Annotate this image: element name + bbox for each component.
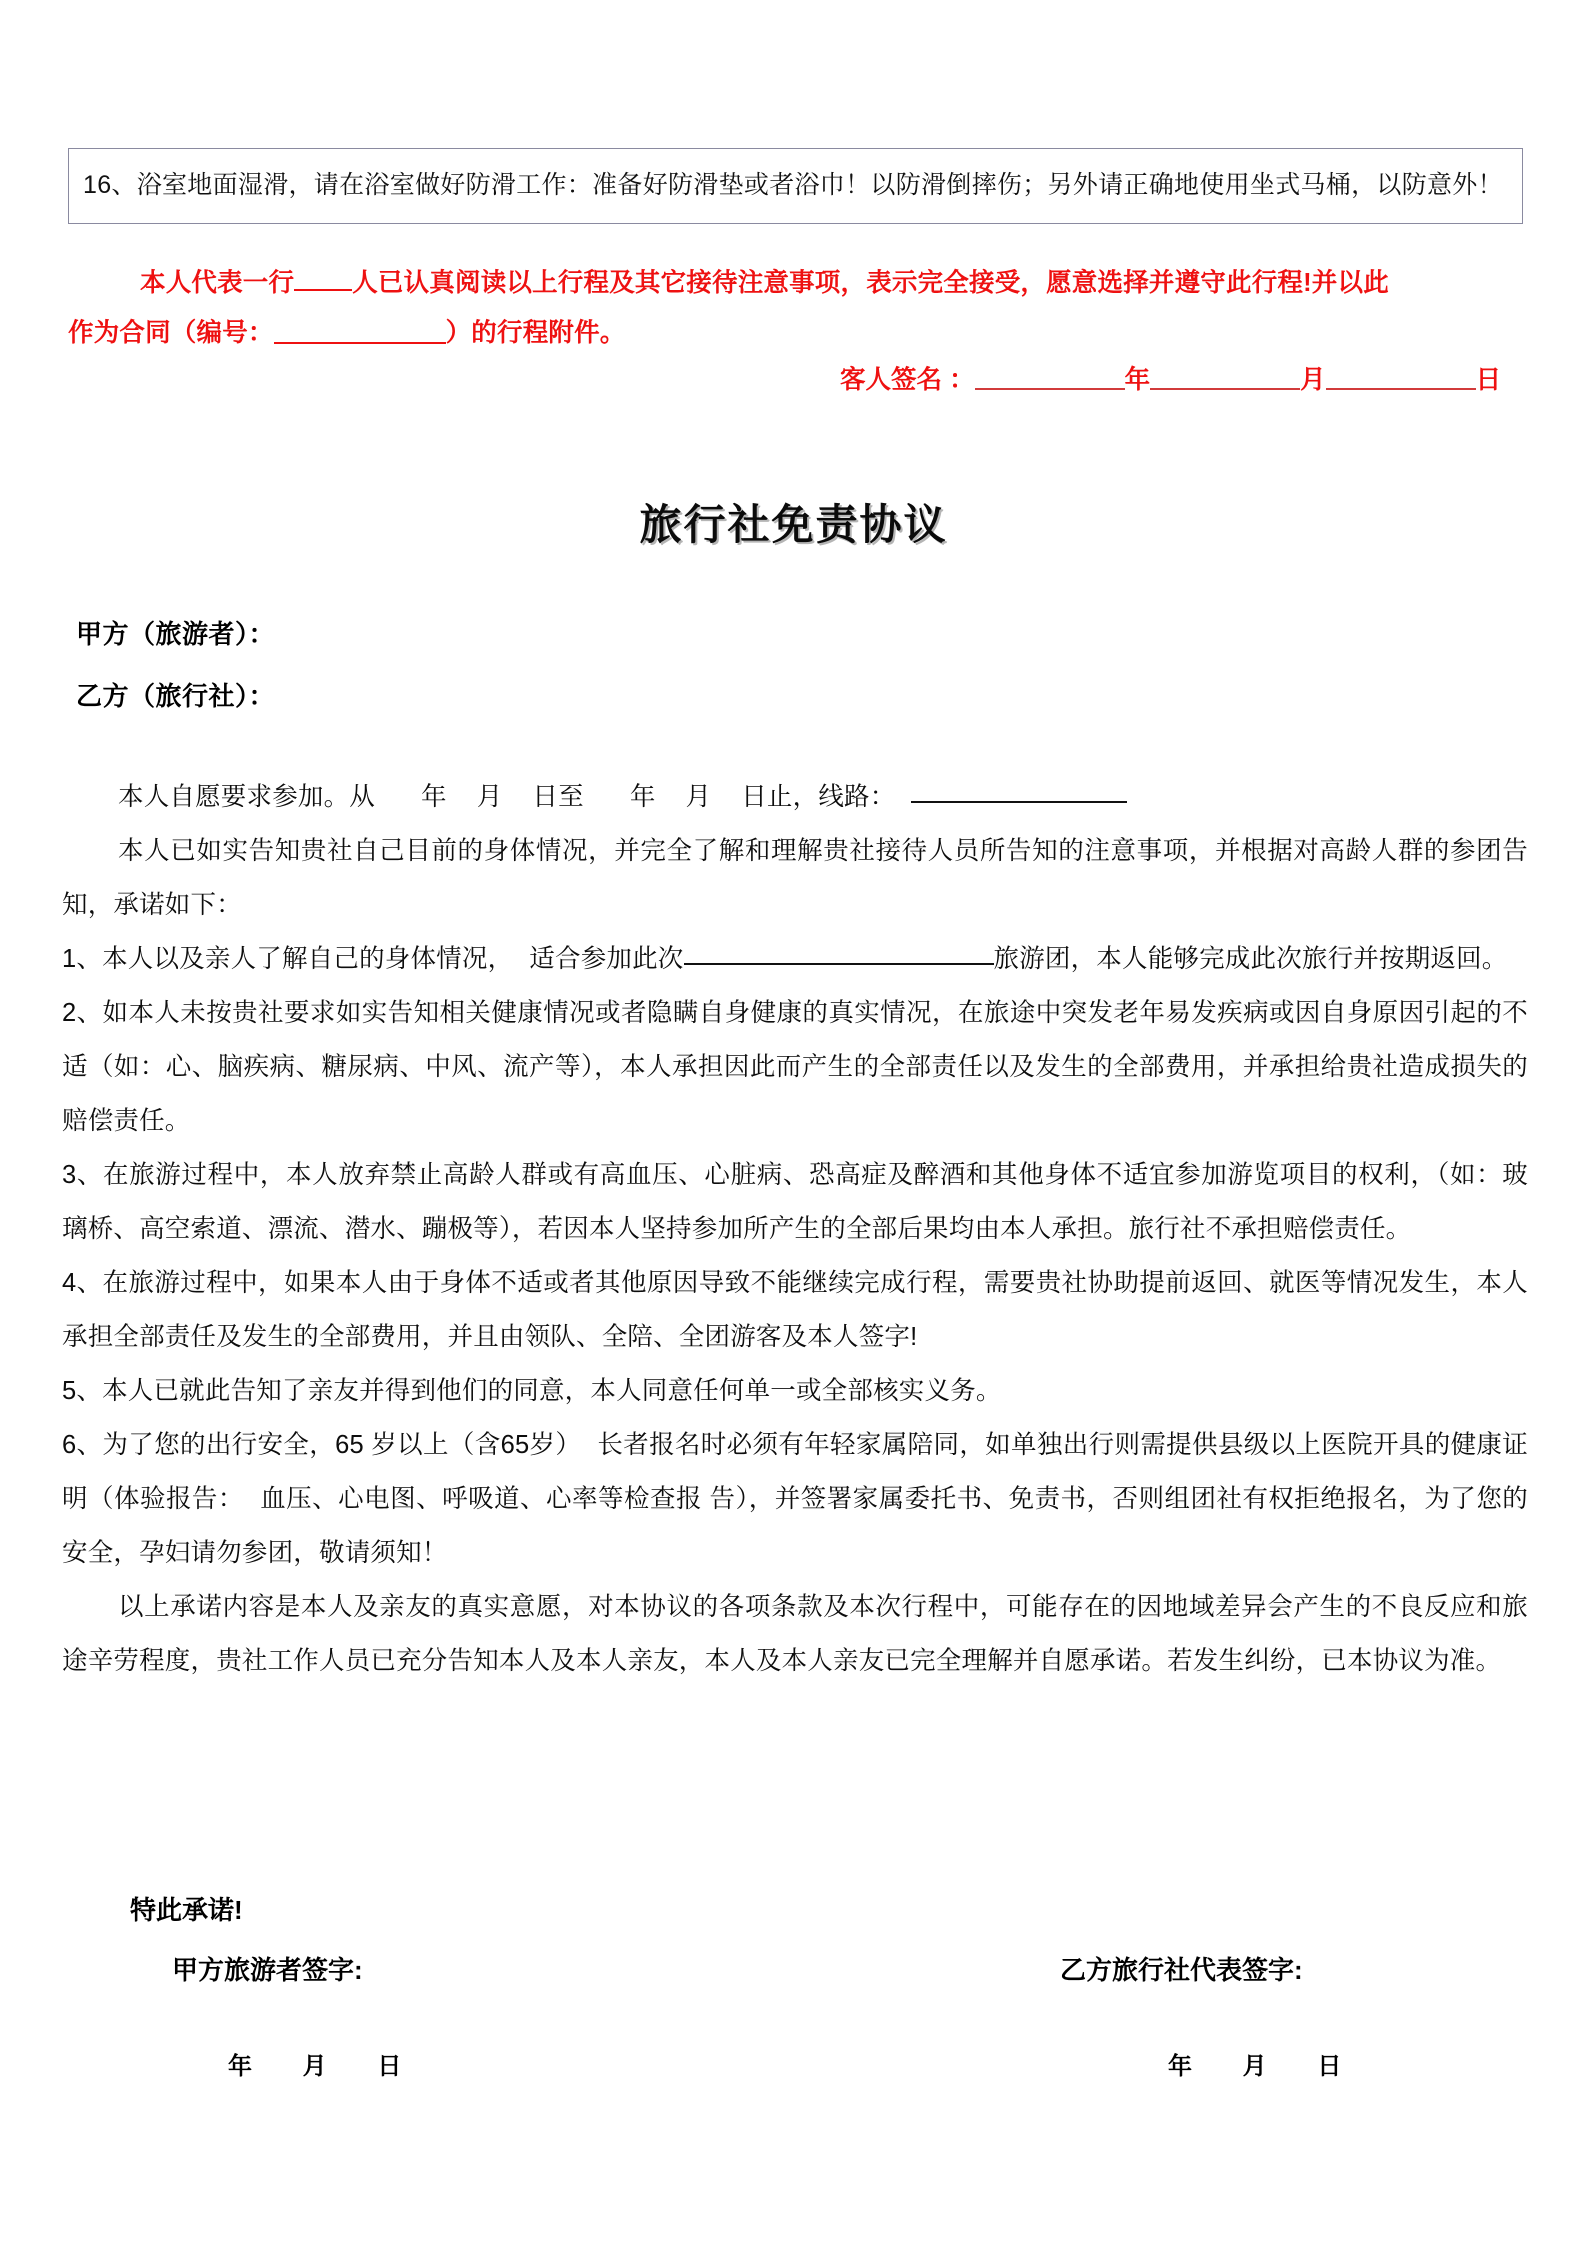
contract-suffix: ）的行程附件。 [445, 319, 626, 347]
party-a-date-label: 年 月 日 [228, 2053, 424, 2080]
year-label: 年 [1124, 366, 1151, 394]
clause-6 [62, 1418, 1528, 1580]
ack-text-part-2: 人已认真阅读以上行程及其它接待注意事项，表示完全接受，愿意选择并遵守此行程!并以此 [352, 269, 1389, 297]
clause-6-part-2: 长者报名时必须有年轻家属陪同，如单独出行则需提供县级以上医院开具的健康证明（体验报告： [62, 1431, 1528, 1513]
clause-5: 5、本人已就此告知了亲友并得到他们的同意，本人同意任何单一或全部核实义务。 [62, 1377, 1002, 1405]
clause-1-part-3: 旅游团，本人能够完成此次旅行并按期返回。 [993, 945, 1508, 973]
start-day-label: 日至 [532, 783, 584, 811]
start-year-label: 年 [421, 783, 447, 811]
red-acknowledgement-block [68, 258, 1523, 358]
headcount-blank[interactable] [294, 289, 352, 291]
clause-6-part-3: 血压、心电图、呼吸道、心率等检查报 告），并签署家属委托书、免责书，否则组团社有权拒绝报名，为了您的安全，孕妇请勿参团，敬请须知！ [62, 1485, 1528, 1567]
clause-1-part-1: 1、本人以及亲人了解自己的身体情况， [62, 945, 514, 973]
guest-signature-blank[interactable] [975, 388, 1125, 390]
month-blank[interactable] [1326, 388, 1476, 390]
page-title: 旅行社免责协议 [639, 501, 948, 548]
clause-6-part-1: 6、为了您的出行安全，65 岁以上（含65岁） [62, 1431, 582, 1459]
clause-1 [62, 932, 1528, 986]
tour-group-blank[interactable] [684, 963, 994, 965]
party-a-label: 甲方（旅游者）： [76, 619, 276, 649]
year-blank[interactable] [1150, 388, 1300, 390]
intro-prefix: 本人自愿要求参加。从 [118, 783, 376, 811]
contract-number-blank[interactable] [274, 342, 446, 344]
closing-statement: 以上承诺内容是本人及亲友的真实意愿，对本协议的各项条款及本次行程中，可能存在的因地域差异会产生的不良反应和旅途辛劳程度，贵社工作人员已充分告知本人及本人亲友，本人及本人亲友已完全理解并自愿承诺。若发生纠纷，已本协议为准。 [62, 1593, 1528, 1675]
end-day-label: 日止，线路： [741, 783, 896, 811]
guest-signature-label: 客人签名 ： [840, 366, 975, 394]
intro-health-disclosure: 本人已如实告知贵社自己目前的身体情况，并完全了解和理解贵社接待人员所告知的注意事项，并根据对高龄人群的参团告知，承诺如下： [62, 837, 1528, 919]
clause-4: 4、在旅游过程中，如果本人由于身体不适或者其他原因导致不能继续完成行程，需要贵社协助提前返回、就医等情况发生，本人承担全部责任及发生的全部费用，并且由领队、全陪、全团游客及本人签字! [62, 1269, 1528, 1351]
ack-text-part-1: 本人代表一行 [140, 269, 295, 297]
notice-text: 16、浴室地面湿滑，请在浴室做好防滑工作：准备好防滑垫或者浴巾！以防滑倒摔伤；另外请正确地使用坐式马桶，以防意外！ [83, 171, 1503, 199]
intro-trip-dates [62, 770, 1528, 824]
contract-label: 作为合同（编号： [68, 319, 274, 347]
party-b-signature-label: 乙方旅行社代表签字: [1060, 1955, 1303, 1985]
end-year-label: 年 [629, 783, 656, 811]
month-label: 月 [1300, 366, 1326, 394]
agreement-body [62, 770, 1528, 1688]
guest-signature-line [840, 358, 1540, 402]
end-month-label: 月 [685, 783, 712, 811]
day-label: 日 [1475, 366, 1502, 394]
clause-2: 2、如本人未按贵社要求如实告知相关健康情况或者隐瞒自身健康的真实情况，在旅途中突发老年易发疾病或因自身原因引起的不适（如：心、脑疾病、糖尿病、中风、流产等），本人承担因此而产生的全部责任以及发生的全部费用，并承担给贵社造成损失的赔偿责任。 [62, 999, 1528, 1135]
bathroom-safety-notice-box [68, 148, 1523, 224]
clause-1-part-2: 适合参加此次 [529, 945, 684, 973]
pledge-statement: 特此承诺! [130, 1895, 243, 1925]
start-month-label: 月 [476, 783, 503, 811]
party-a-signature-label: 甲方旅游者签字: [172, 1955, 363, 1985]
clause-3: 3、在旅游过程中，本人放弃禁止高龄人群或有高血压、心脏病、恐高症及醉酒和其他身体不适宜参加游览项目的权利，（如：玻璃桥、高空索道、漂流、潜水、蹦极等），若因本人坚持参加所产生的全部后果均由本人承担。旅行社不承担赔偿责任。 [62, 1161, 1528, 1243]
acknowledgement-line-2 [68, 308, 1523, 358]
party-b-date-label: 年 月 日 [1168, 2053, 1364, 2080]
route-blank[interactable] [911, 801, 1127, 803]
party-b-label: 乙方（旅行社）： [76, 681, 276, 711]
acknowledgement-line-1 [68, 258, 1523, 308]
